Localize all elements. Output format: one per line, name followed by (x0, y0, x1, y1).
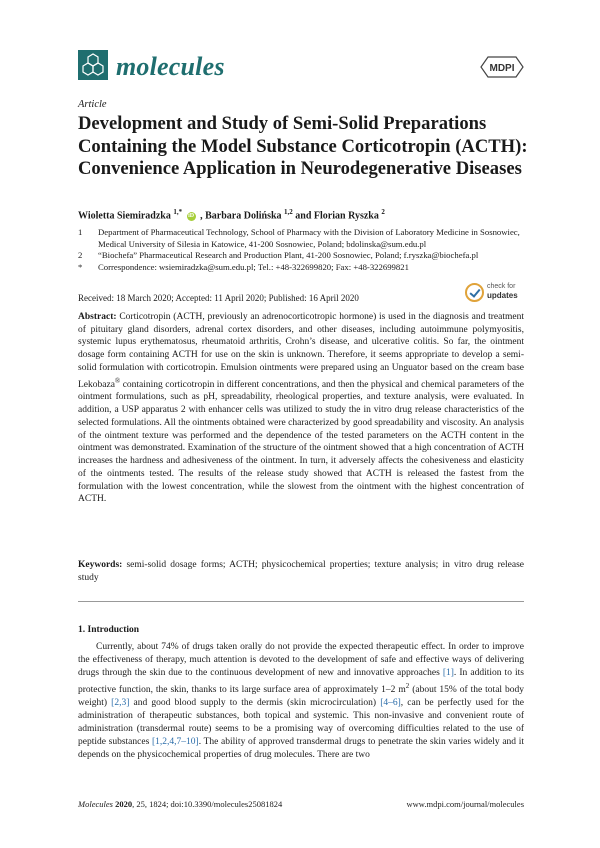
footer-doi[interactable]: , 25, 1824; doi:10.3390/molecules25081824 (132, 799, 283, 809)
author-affiliation-mark: 1,2 (284, 208, 293, 216)
introduction-paragraph (78, 641, 524, 762)
affiliation-mark: 1 (78, 227, 83, 237)
section-heading: 1. Introduction (78, 625, 140, 635)
superscript: 2 (405, 681, 410, 690)
abstract-text-part1: Corticotropin (ACTH, previously an adrenocorticotropic hormone) is used in the diagnosis and treatment of pituitary gland disorders, adrenal cortex disorders, and other diseases, including autoimmune polymyositis, systemic lupus erythematosus, rheumatoid arthritis, Crohn’s disease, and ulcerative colitis. So far, the ointment dosage form containing ACTH for use on the skin is unknown. Therefore, it seems appropriate to develop a semi-solid formulation with corticotropin. Emulsion ointments were prepared using an Unguator based on the cream base Lekobaza (78, 312, 524, 390)
author-affiliation-mark: 1,* (173, 208, 183, 216)
keywords-text: semi-solid dosage forms; ACTH; physicochemical properties; texture analysis; in vitro drug release study (78, 560, 525, 583)
author-name[interactable]: Wioletta Siemiradzka (78, 210, 171, 222)
article-title: Development and Study of Semi-Solid Preparations Containing the Model Substance Corticotropin (ACTH): Convenience Application in Neurodegenerative Diseases (78, 113, 528, 179)
affiliation-text: Department of Pharmaceutical Technology, School of Pharmacy with the Division of Laboratory Medicine in Sosnowiec, Medical University of Silesia in Katowice, 41-200 Sosnowiec, Poland; bdolinska@sum.edu.pl (98, 227, 520, 249)
check-updates-icon (465, 283, 484, 302)
affiliation-text: “Biochefa” Pharmaceutical Research and Production Plant, 41-200 Sosnowiec, Poland; f.ryszka@biochefa.pl (98, 250, 479, 260)
orcid-icon[interactable]: iD (188, 213, 195, 220)
citation-link[interactable]: [2,3] (111, 697, 130, 708)
citation-link[interactable]: [4–6] (380, 697, 401, 708)
article-type: Article (78, 99, 107, 110)
citation-link[interactable]: [1,2,4,7–10] (151, 736, 199, 747)
abstract-label: Abstract: (78, 312, 117, 322)
affiliation-mark: 2 (78, 250, 83, 260)
keywords-label: Keywords: (78, 560, 123, 570)
intro-text: (about 15% of the total body weight) (78, 685, 524, 708)
registered-mark: ® (114, 376, 121, 385)
intro-text: and good blood supply to the dermis (skin microcirculation) (129, 697, 381, 708)
author-separator: , (200, 210, 206, 222)
svg-text:MDPI: MDPI (489, 63, 515, 74)
footer-citation (78, 799, 282, 809)
check-for-updates-badge[interactable] (465, 282, 525, 304)
publication-dates: Received: 18 March 2020; Accepted: 11 April 2020; Published: 16 April 2020 (78, 293, 359, 303)
check-updates-line1: check for (487, 283, 516, 290)
journal-logo-icon (78, 50, 108, 80)
author-name[interactable]: Florian Ryszka (313, 210, 379, 222)
section-divider (78, 601, 524, 602)
affiliation-mark: * (78, 262, 83, 272)
author-separator: and (295, 210, 314, 222)
footer-year: 2020 (115, 799, 133, 809)
citation-link[interactable]: [1] (442, 667, 454, 678)
intro-text: Currently, about 74% of drugs taken orally do not provide the expected therapeutic effect. In order to improve the effectiveness of therapy, much attention is devoted to the development of safe and effective ways of delivering drugs through the skin due to the continuous development of new and innovative approaches (78, 642, 524, 678)
intro-text: , can be perfectly used for the administration of therapeutic substances, both topical and systemic. This non-invasive and convenient route of administration (transdermal route) seems to be a promising way of overcoming difficulties related to the use of peptide substances (78, 697, 524, 747)
intro-text: . The ability of approved transdermal drugs to penetrate the skin varies widely and it depends on the physicochemical properties of drug molecules. There are two (78, 736, 525, 760)
check-updates-line2: updates (487, 291, 518, 300)
mdpi-logo (480, 56, 524, 78)
abstract-text-part2: containing corticotropin in different concentrations, and then the physical and chemical parameters of the ointment formulations, such as pH, spreadability, rheological properties, and texture analysis, were evaluated. In addition, a USP apparatus 2 with enhancer cells was utilized to study the in vitro drug release characteristics of the selected formulations. All the ointments obtained were characterized by good spreadability and viscosity. An analysis of the ointment texture was performed and the dependence of the tested parameters on the ACTH content in the ointment was demonstrated. Examination of the structure of the ointment showed that a high concentration of ACTH increases the hardness and adhesiveness of the ointment. In turn, it adversely affects the cohesiveness and elasticity of the ointments tested. The results of the release study showed that ACTH is released the fastest from the formulation with the lowest concentration, while the slowest from the ointment with the highest concentration of ACTH. (78, 379, 524, 505)
footer-url[interactable]: www.mdpi.com/journal/molecules (406, 799, 524, 809)
author-list (78, 208, 538, 221)
abstract (78, 311, 524, 506)
journal-name: molecules (116, 52, 225, 81)
author-affiliation-mark: 2 (381, 208, 385, 216)
keywords (78, 559, 524, 584)
author-name[interactable]: Barbara Dolińska (205, 210, 282, 222)
intro-text: . In addition to its protective function, the skin, thanks to its large surface area of approximately 1–2 m (78, 667, 524, 696)
affiliation-text: Correspondence: wsiemiradzka@sum.edu.pl; Tel.: +48-322699820; Fax: +48-322699821 (98, 262, 409, 272)
footer-journal: Molecules (78, 799, 113, 809)
